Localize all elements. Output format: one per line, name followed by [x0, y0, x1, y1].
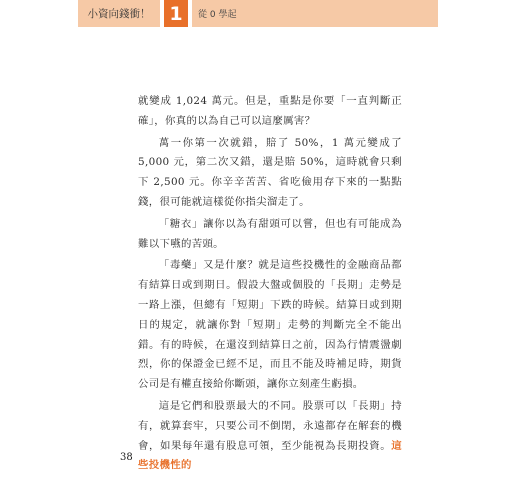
chapter-number: 1: [164, 0, 188, 27]
page-number: 38: [120, 452, 133, 463]
paragraph: [138, 92, 402, 132]
paragraph-text: 就變成 1,024 萬元。但是，重點是你要「一直判斷正確」，你真的以為自己可以這麼厲害？: [138, 95, 402, 127]
paragraph: [138, 134, 402, 213]
paragraph: [138, 397, 402, 476]
paragraph-text: 「毒藥」又是什麼？就是這些投機性的金融商品都有結算日或到期日。假設大盤或個股的「長期」走勢是一路上漲，但總有「短期」下跌的時候。結算日或到期日的規定，就讓你對「短期」走勢的判斷完全不能出錯。有的時候，在還沒到結算日之前，因為行情震盪劇烈，你的保證金已經不足，而且不能及時補足時，期貨公司是有權直接給你斷頭，讓你立刻產生虧損。: [138, 259, 402, 391]
paragraph-text: 萬一你第一次就錯，賠了 50%，1 萬元變成了 5,000 元，第二次又錯，還是賠 50%，這時就會只剩下 2,500 元。你辛辛苦苦、省吃儉用存下來的一點點錢，很可能就這樣從你指尖溜走了。: [138, 136, 402, 208]
highlighted-text: 這些投機性的: [138, 439, 402, 472]
chapter-title: 從 0 學起: [192, 0, 438, 27]
paragraph: [138, 256, 402, 395]
running-header: [78, 0, 438, 27]
paragraph-text: 「糖衣」讓你以為有甜頭可以嘗，但也有可能成為難以下嚥的苦頭。: [138, 217, 402, 250]
body-text: [138, 92, 402, 478]
paragraph-text: 這是它們和股票最大的不同。股票可以「長期」持有，就算套牢，只要公司不倒閉，永遠都存在解套的機會，如果每年還有股息可領，至少能視為長期投資。: [138, 399, 402, 452]
book-series-title: 小資向錢衝！: [78, 0, 160, 27]
paragraph: [138, 215, 402, 255]
